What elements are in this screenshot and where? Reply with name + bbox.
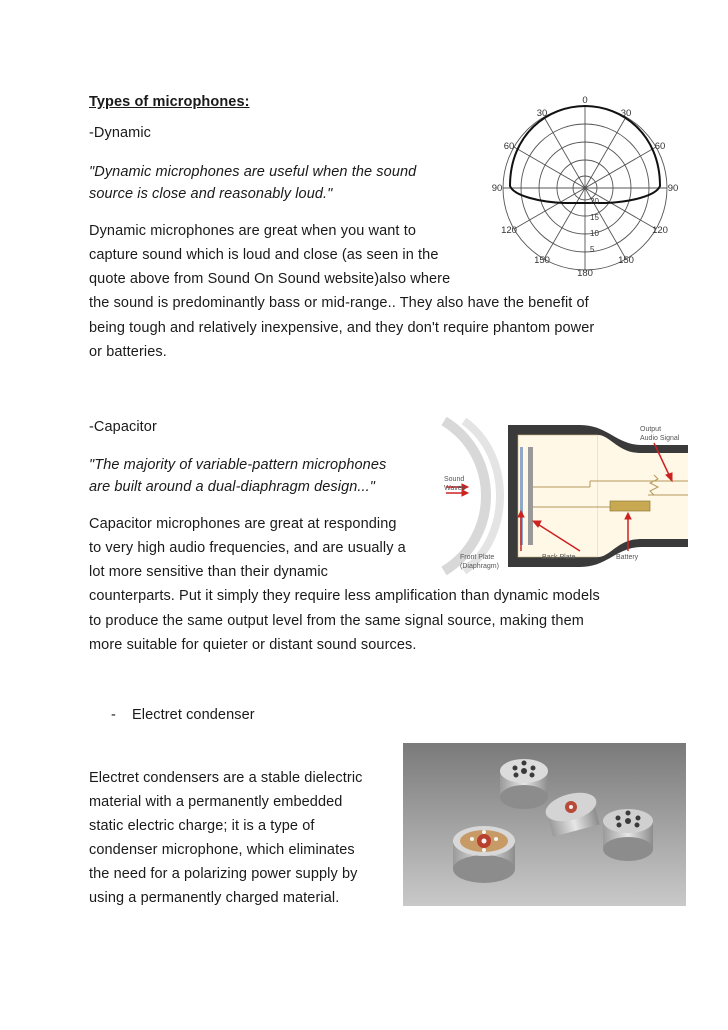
dynamic-body-line: being tough and relatively inexpensive, and they don't require phantom power — [89, 320, 595, 336]
electret-body-line: the need for a polarizing power supply by — [89, 866, 358, 882]
diagram-label-battery: Battery — [616, 554, 639, 561]
angle-label: 30 — [536, 108, 548, 119]
capacitor-body-line: Capacitor microphones are great at responding — [89, 516, 397, 532]
diagram-label-output: Output — [640, 426, 662, 433]
angle-label: 90 — [667, 183, 679, 194]
capacitor-quote-line: "The majority of variable-pattern microphones — [89, 457, 387, 473]
electret-body-line: Electret condensers are a stable dielectric — [89, 770, 363, 786]
dynamic-body-line: the sound is predominantly bass or mid-range.. They also have the benefit of — [89, 295, 589, 311]
polar-pattern-figure — [480, 94, 702, 278]
db-label: 20 — [590, 197, 599, 206]
angle-label: 60 — [654, 141, 666, 152]
angle-label: 180 — [577, 268, 593, 278]
capacitor-body-line: more suitable for quieter or distant sound sources. — [89, 637, 417, 653]
electret-body-line: using a permanently charged material. — [89, 890, 340, 906]
capacitor-body-line: to produce the same output level from the same signal source, making them — [89, 613, 584, 629]
dynamic-quote-line: "Dynamic microphones are useful when the sound — [89, 164, 417, 180]
electret-heading: Electret condenser — [132, 707, 255, 723]
angle-label: 60 — [503, 141, 515, 152]
capacitor-body-line: lot more sensitive than their dynamic — [89, 564, 329, 580]
angle-label: 150 — [534, 255, 550, 266]
back-plate — [528, 447, 533, 545]
db-label: 5 — [590, 245, 595, 254]
sound-wave-arc — [444, 421, 486, 571]
diagram-label-waves: Waves — [444, 485, 466, 492]
diagram-label-audio-signal: Audio Signal — [640, 435, 680, 442]
capacitor-body-line: to very high audio frequencies, and are usually a — [89, 540, 406, 556]
mic-housing — [508, 425, 688, 567]
diagram-label-diaphragm: (Diaphragm) — [460, 563, 499, 570]
battery-cell — [610, 501, 650, 511]
electret-microphone-photo — [403, 743, 686, 906]
dynamic-body-line: Dynamic microphones are great when you want to — [89, 223, 416, 239]
angle-label: 90 — [491, 183, 503, 194]
capacitor-body-line: counterparts. Put it simply they require less amplification than dynamic models — [89, 588, 600, 604]
dynamic-body-line: or batteries. — [89, 344, 167, 360]
angle-label: 120 — [501, 225, 517, 236]
capacitor-mic-diagram — [430, 415, 690, 577]
dynamic-body-line: quote above from Sound On Sound website)also where — [89, 271, 451, 287]
capacitor-heading: -Capacitor — [89, 419, 157, 435]
mic-capsule-front — [453, 826, 515, 883]
electret-body-line: material with a permanently embedded — [89, 794, 343, 810]
dynamic-heading: -Dynamic — [89, 125, 152, 141]
capacitor-quote-line: are built around a dual-diaphragm design..." — [89, 479, 376, 495]
angle-label: 120 — [652, 225, 668, 236]
diagram-label-back-plate: Back Plate — [542, 554, 576, 561]
page-title: Types of microphones: — [89, 94, 250, 110]
angle-label: 150 — [618, 255, 634, 266]
angle-label: 0 — [582, 95, 588, 106]
mic-capsule-right — [603, 809, 653, 861]
electret-body-line: condenser microphone, which eliminates — [89, 842, 355, 858]
angle-label: 30 — [620, 108, 632, 119]
diagram-label-sound: Sound — [444, 476, 465, 483]
diagram-label-front-plate: Front Plate — [460, 554, 495, 561]
mic-capsule-back — [500, 759, 548, 809]
db-label: 10 — [590, 229, 599, 238]
dynamic-body-line: capture sound which is loud and close (as seen in the — [89, 247, 439, 263]
electret-bullet: - — [111, 707, 116, 723]
electret-body-line: static electric charge; it is a type of — [89, 818, 315, 834]
db-label: 15 — [590, 213, 599, 222]
dynamic-quote-line: source is close and reasonably loud." — [89, 186, 333, 202]
